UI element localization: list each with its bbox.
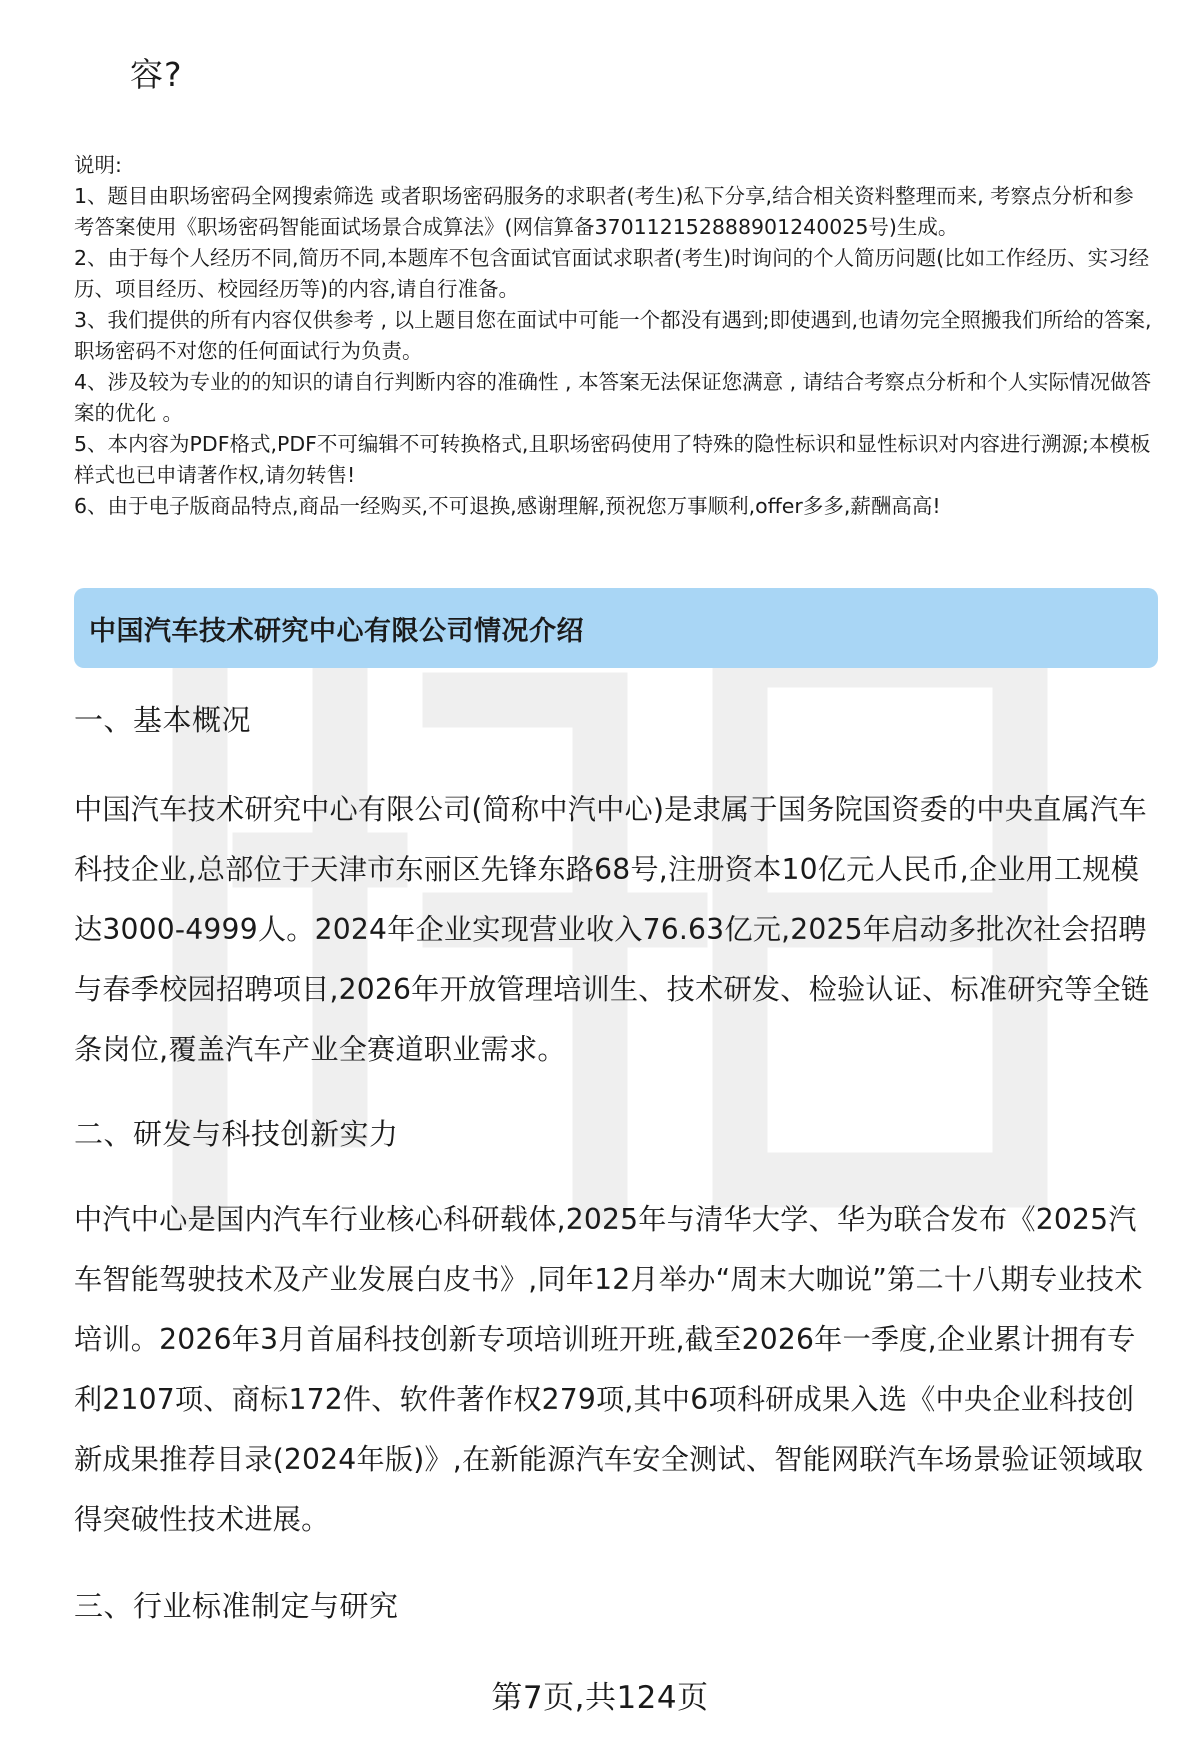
note-item: 2、由于每个人经历不同,简历不同,本题库不包含面试官面试求职者(考生)时询问的个人简历问题(比如工作经历、实习经历、项目经历、校园经历等)的内容,请自行准备。 xyxy=(74,246,1150,301)
note-item: 1、题目由职场密码全网搜索筛选 或者职场密码服务的求职者(考生)私下分享,结合相关资料整理而来, 考察点分析和参考答案使用《职场密码智能面试场景合成算法》(网信算备370112152888901240025号)生成。 xyxy=(74,184,1134,239)
section-heading-rd-innovation: 二、研发与科技创新实力 xyxy=(74,1117,399,1151)
page-fragment-text: 容? xyxy=(130,55,183,94)
note-item: 5、本内容为PDF格式,PDF不可编辑不可转换格式,且职场密码使用了特殊的隐性标识和显性标识对内容进行溯源;本模板样式也已申请著作权,请勿转售! xyxy=(74,432,1151,487)
company-intro-banner xyxy=(74,588,1158,668)
page-number: 第7页,共124页 xyxy=(491,1680,709,1716)
note-item: 3、我们提供的所有内容仅供参考 , 以上题目您在面试中可能一个都没有遇到;即使遇到,也请勿完全照搬我们所给的答案,职场密码不对您的任何面试行为负责。 xyxy=(74,308,1152,363)
section-body-basic-overview: 中国汽车技术研究中心有限公司(简称中汽中心)是隶属于国务院国资委的中央直属汽车科技企业,总部位于天津市东丽区先锋东路68号,注册资本10亿元人民币,企业用工规模达3000-4999人。2024年企业实现营业收入76.63亿元,2025年启动多批次社会招聘与春季校园招聘项目,2026年开放管理培训生、技术研发、检验认证、标准研究等全链条岗位,覆盖汽车产业全赛道职业需求。 xyxy=(74,793,1150,1066)
section-heading-industry-standards: 三、行业标准制定与研究 xyxy=(74,1589,399,1623)
notes-title: 说明: xyxy=(74,153,122,177)
company-intro-title: 中国汽车技术研究中心有限公司情况介绍 xyxy=(89,615,584,647)
section-body-rd-innovation: 中汽中心是国内汽车行业核心科研载体,2025年与清华大学、华为联合发布《2025汽车智能驾驶技术及产业发展白皮书》,同年12月举办“周末大咖说”第二十八期专业技术培训。2026年3月首届科技创新专项培训班开班,截至2026年一季度,企业累计拥有专利2107项、商标172件、软件著作权279项,其中6项科研成果入选《中央企业科技创新成果推荐目录(2024年版)》,在新能源汽车安全测试、智能网联汽车场景验证领域取得突破性技术进展。 xyxy=(74,1203,1144,1536)
note-item: 6、由于电子版商品特点,商品一经购买,不可退换,感谢理解,预祝您万事顺利,offer多多,薪酬高高! xyxy=(74,494,941,518)
section-heading-basic-overview: 一、基本概况 xyxy=(74,703,252,737)
note-item: 4、涉及较为专业的的知识的请自行判断内容的准确性 , 本答案无法保证您满意 , 请结合考察点分析和个人实际情况做答案的优化 。 xyxy=(74,370,1152,425)
disclaimer-notes xyxy=(74,150,1154,522)
